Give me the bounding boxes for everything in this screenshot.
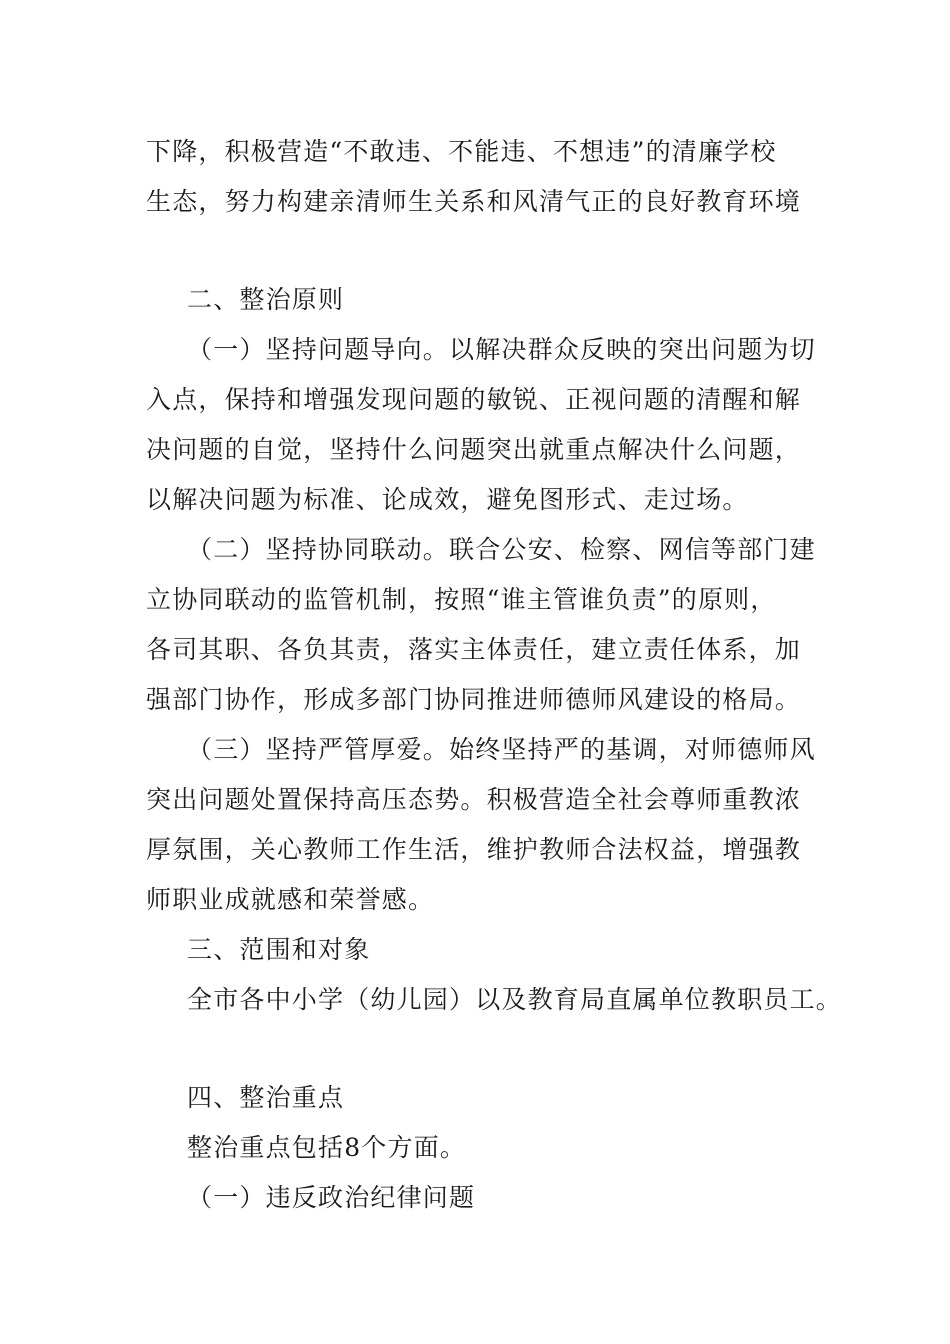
- paragraph-line: 下降，积极营造“不敢违、不能违、不想违”的清廉学校: [146, 137, 777, 166]
- paragraph-line: 整治重点包括8个方面。: [187, 1133, 467, 1162]
- paragraph-line: 决问题的自觉，坚持什么问题突出就重点解决什么问题，: [146, 435, 802, 464]
- subsection-heading: （一）违反政治纪律问题: [187, 1183, 476, 1212]
- paragraph-line: 入点，保持和增强发现问题的敏锐、正视问题的清醒和解: [146, 385, 802, 414]
- paragraph-line: 以解决问题为标准、论成效，避免图形式、走过场。: [146, 485, 749, 514]
- paragraph-line: 立协同联动的监管机制，按照“谁主管谁负责”的原则，: [146, 585, 777, 614]
- paragraph-line: 各司其职、各负其责，落实主体责任，建立责任体系，加: [146, 635, 802, 664]
- section-heading: 四、整治重点: [187, 1083, 345, 1112]
- section-heading: 三、范围和对象: [187, 935, 371, 964]
- paragraph-line: 师职业成就感和荣誉感。: [146, 885, 435, 914]
- paragraph-line: 生态，努力构建亲清师生关系和风清气正的良好教育环境: [146, 187, 802, 216]
- section-heading: 二、整治原则: [187, 285, 345, 314]
- paragraph-line: 突出问题处置保持高压态势。积极营造全社会尊师重教浓: [146, 785, 802, 814]
- paragraph-line: （三）坚持严管厚爱。始终坚持严的基调，对师德师风: [187, 735, 816, 764]
- paragraph-line: （一）坚持问题导向。以解决群众反映的突出问题为切: [187, 335, 816, 364]
- paragraph-line: 全市各中小学（幼儿园）以及教育局直属单位教职员工。: [187, 985, 843, 1014]
- paragraph-line: 强部门协作，形成多部门协同推进师德师风建设的格局。: [146, 685, 802, 714]
- paragraph-line: （二）坚持协同联动。联合公安、检察、网信等部门建: [187, 535, 816, 564]
- paragraph-line: 厚氛围，关心教师工作生活，维护教师合法权益，增强教: [146, 835, 802, 864]
